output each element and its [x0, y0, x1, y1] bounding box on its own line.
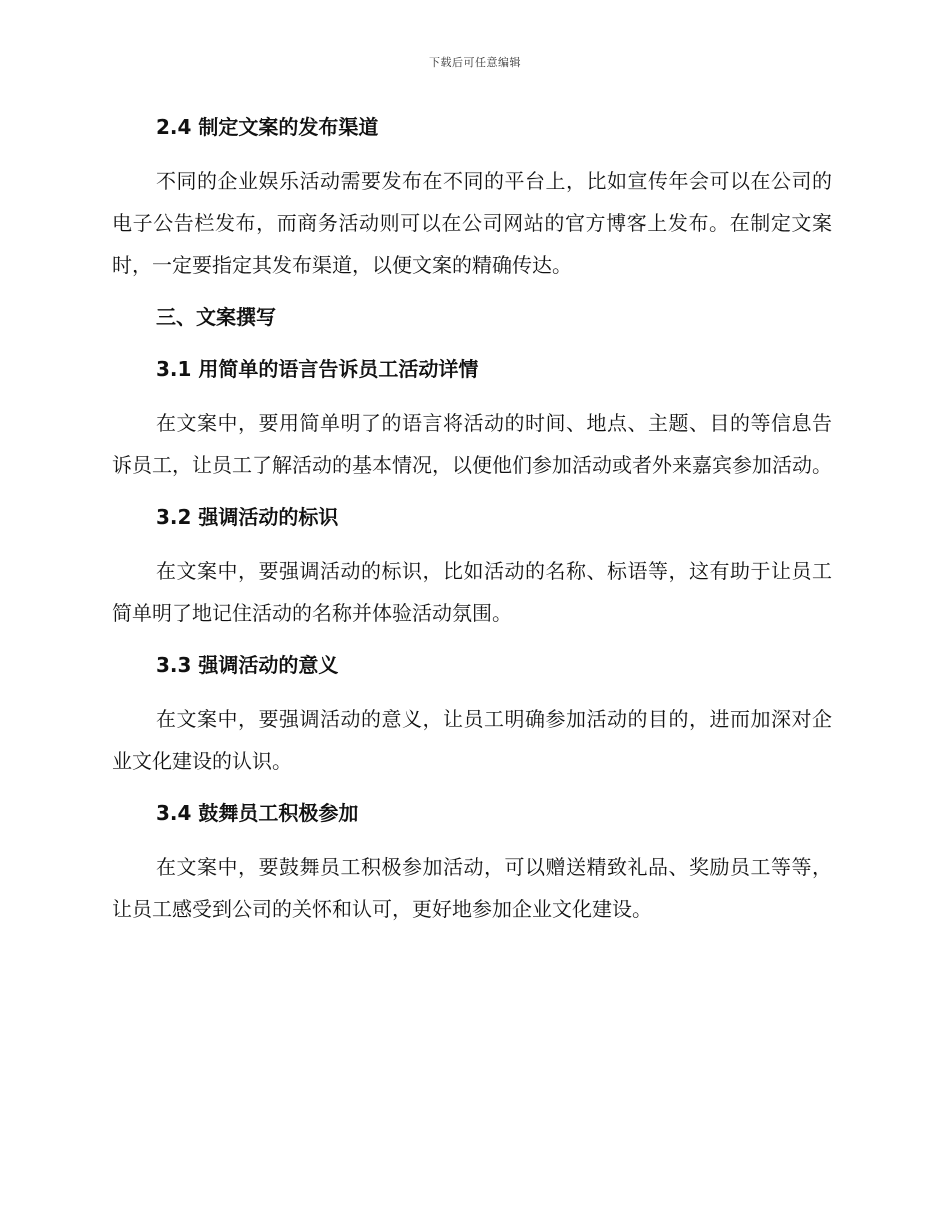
section-heading-3-1: 3.1 用简单的语言告诉员工活动详情 — [156, 357, 479, 381]
section-heading-2-4: 2.4 制定文案的发布渠道 — [156, 115, 379, 139]
paragraph-activity-details: 在文案中，要用简单明了的语言将活动的时间、地点、主题、目的等信息告诉员工，让员工了解活动的基本情况，以便他们参加活动或者外来嘉宾参加活动。 — [112, 411, 832, 477]
paragraph-publish-channel: 不同的企业娱乐活动需要发布在不同的平台上，比如宣传年会可以在公司的电子公告栏发布，而商务活动则可以在公司网站的官方博客上发布。在制定文案时，一定要指定其发布渠道，以便文案的精确传达。 — [112, 169, 832, 277]
paragraph-encourage-participation: 在文案中，要鼓舞员工积极参加活动，可以赠送精致礼品、奖励员工等等，让员工感受到公司的关怀和认可，更好地参加企业文化建设。 — [112, 855, 832, 921]
section-heading-3-3: 3.3 强调活动的意义 — [156, 653, 339, 677]
section-heading-3-4: 3.4 鼓舞员工积极参加 — [156, 801, 359, 825]
page-header-note: 下载后可任意编辑 — [429, 56, 521, 69]
section-heading-3-2: 3.2 强调活动的标识 — [156, 505, 339, 529]
chapter-heading-3: 三、文案撰写 — [156, 305, 276, 329]
document-body — [112, 108, 832, 942]
paragraph-activity-identity: 在文案中，要强调活动的标识，比如活动的名称、标语等，这有助于让员工简单明了地记住活动的名称并体验活动氛围。 — [112, 559, 832, 625]
paragraph-activity-meaning: 在文案中，要强调活动的意义，让员工明确参加活动的目的，进而加深对企业文化建设的认识。 — [112, 707, 832, 773]
